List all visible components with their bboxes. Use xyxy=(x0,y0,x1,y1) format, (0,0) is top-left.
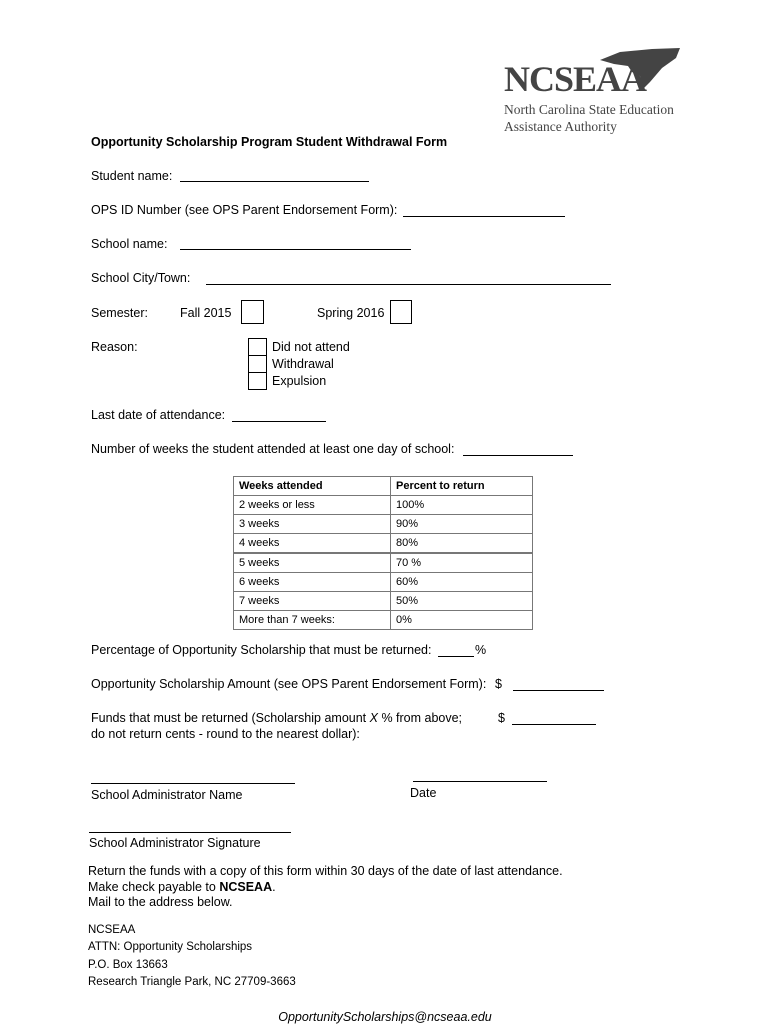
payee-name: NCSEAA xyxy=(219,880,273,894)
admin-name-field[interactable] xyxy=(91,783,295,784)
date-field[interactable] xyxy=(413,781,547,782)
address-line-1: NCSEAA xyxy=(88,924,136,936)
address-line-2: ATTN: Opportunity Scholarships xyxy=(88,941,253,953)
scholarship-amount-field[interactable] xyxy=(513,690,604,691)
table-cell: 50% xyxy=(391,592,533,611)
percentage-returned-field[interactable] xyxy=(438,656,474,657)
table-header-row xyxy=(234,477,533,496)
table-cell: 70 % xyxy=(391,553,533,573)
logo-subline-2: Assistance Authority xyxy=(504,119,617,134)
last-date-field[interactable] xyxy=(232,421,326,422)
ops-id-field[interactable] xyxy=(403,216,565,217)
table-cell: 6 weeks xyxy=(234,573,391,592)
table-row xyxy=(234,611,533,630)
admin-signature-label: School Administrator Signature xyxy=(89,836,261,850)
semester-spring-label: Spring 2016 xyxy=(317,306,385,320)
table-row xyxy=(234,553,533,573)
instructions-line-3: Mail to the address below. xyxy=(88,895,233,909)
table-row xyxy=(234,534,533,554)
table-cell: 4 weeks xyxy=(234,534,391,554)
student-name-label: Student name: xyxy=(91,169,173,183)
contact-email-link[interactable]: OpportunityScholarships@ncseaa.edu xyxy=(278,1010,492,1024)
funds-returned-field[interactable] xyxy=(512,724,596,725)
funds-returned-label-line1 xyxy=(91,711,462,725)
weeks-attended-label: Number of weeks the student attended at least one day of school: xyxy=(91,442,455,456)
reason-did-not-attend-label: Did not attend xyxy=(272,340,350,354)
reason-expulsion-label: Expulsion xyxy=(272,374,327,388)
school-city-label: School City/Town: xyxy=(91,271,191,285)
table-row xyxy=(234,573,533,592)
semester-spring-checkbox[interactable] xyxy=(390,300,412,324)
reason-expulsion-checkbox[interactable] xyxy=(248,372,267,390)
admin-signature-field[interactable] xyxy=(89,832,291,833)
table-cell: 100% xyxy=(391,496,533,515)
table-row xyxy=(234,592,533,611)
school-name-field[interactable] xyxy=(180,249,411,250)
semester-label: Semester: xyxy=(91,306,148,320)
semester-fall-label: Fall 2015 xyxy=(180,306,232,320)
funds-returned-currency: $ xyxy=(498,711,505,725)
funds-label-part: Funds that must be returned (Scholarship amount xyxy=(91,711,370,725)
percentage-suffix: % xyxy=(475,643,487,657)
semester-fall-checkbox[interactable] xyxy=(241,300,264,324)
table-cell: 60% xyxy=(391,573,533,592)
funds-returned-label-line2: do not return cents - round to the nearest dollar): xyxy=(91,727,360,741)
instructions-line-1: Return the funds with a copy of this form within 30 days of the date of last attendance. xyxy=(88,864,563,878)
school-city-field[interactable] xyxy=(206,284,611,285)
logo-wordmark: NCSEAA xyxy=(504,59,647,99)
table-header-percent: Percent to return xyxy=(391,477,533,496)
reason-did-not-attend-checkbox[interactable] xyxy=(248,338,267,356)
scholarship-amount-label: Opportunity Scholarship Amount (see OPS Parent Endorsement Form): xyxy=(91,677,487,691)
school-name-label: School name: xyxy=(91,237,168,251)
address-line-4: Research Triangle Park, NC 27709-3663 xyxy=(88,976,296,988)
table-cell: 90% xyxy=(391,515,533,534)
scholarship-amount-currency: $ xyxy=(495,677,502,691)
instructions-line-2 xyxy=(88,880,276,894)
logo-subline-1: North Carolina State Education xyxy=(504,102,674,117)
funds-label-part: % from above; xyxy=(377,711,463,725)
weeks-attended-field[interactable] xyxy=(463,455,573,456)
student-name-field[interactable] xyxy=(180,181,369,182)
instructions-text: Make check payable to xyxy=(88,880,220,894)
table-cell: More than 7 weeks: xyxy=(234,611,391,630)
table-header-weeks: Weeks attended xyxy=(234,477,391,496)
reason-withdrawal-checkbox[interactable] xyxy=(248,355,267,373)
table-cell: 80% xyxy=(391,534,533,554)
last-date-label: Last date of attendance: xyxy=(91,408,226,422)
funds-label-multiplier: X xyxy=(369,711,378,725)
table-cell: 0% xyxy=(391,611,533,630)
date-label: Date xyxy=(410,786,437,800)
form-title: Opportunity Scholarship Program Student Withdrawal Form xyxy=(91,135,448,149)
admin-name-label: School Administrator Name xyxy=(91,788,243,802)
table-cell: 3 weeks xyxy=(234,515,391,534)
table-cell: 5 weeks xyxy=(234,553,391,573)
percentage-returned-label: Percentage of Opportunity Scholarship that must be returned: xyxy=(91,643,432,657)
table-row xyxy=(234,515,533,534)
table-cell: 2 weeks or less xyxy=(234,496,391,515)
table-row xyxy=(234,496,533,515)
reason-label: Reason: xyxy=(91,340,138,354)
address-line-3: P.O. Box 13663 xyxy=(88,959,168,971)
instructions-text: . xyxy=(272,880,276,894)
return-percentage-table xyxy=(233,476,533,630)
table-cell: 7 weeks xyxy=(234,592,391,611)
ops-id-label: OPS ID Number (see OPS Parent Endorsement Form): xyxy=(91,203,398,217)
reason-withdrawal-label: Withdrawal xyxy=(272,357,334,371)
